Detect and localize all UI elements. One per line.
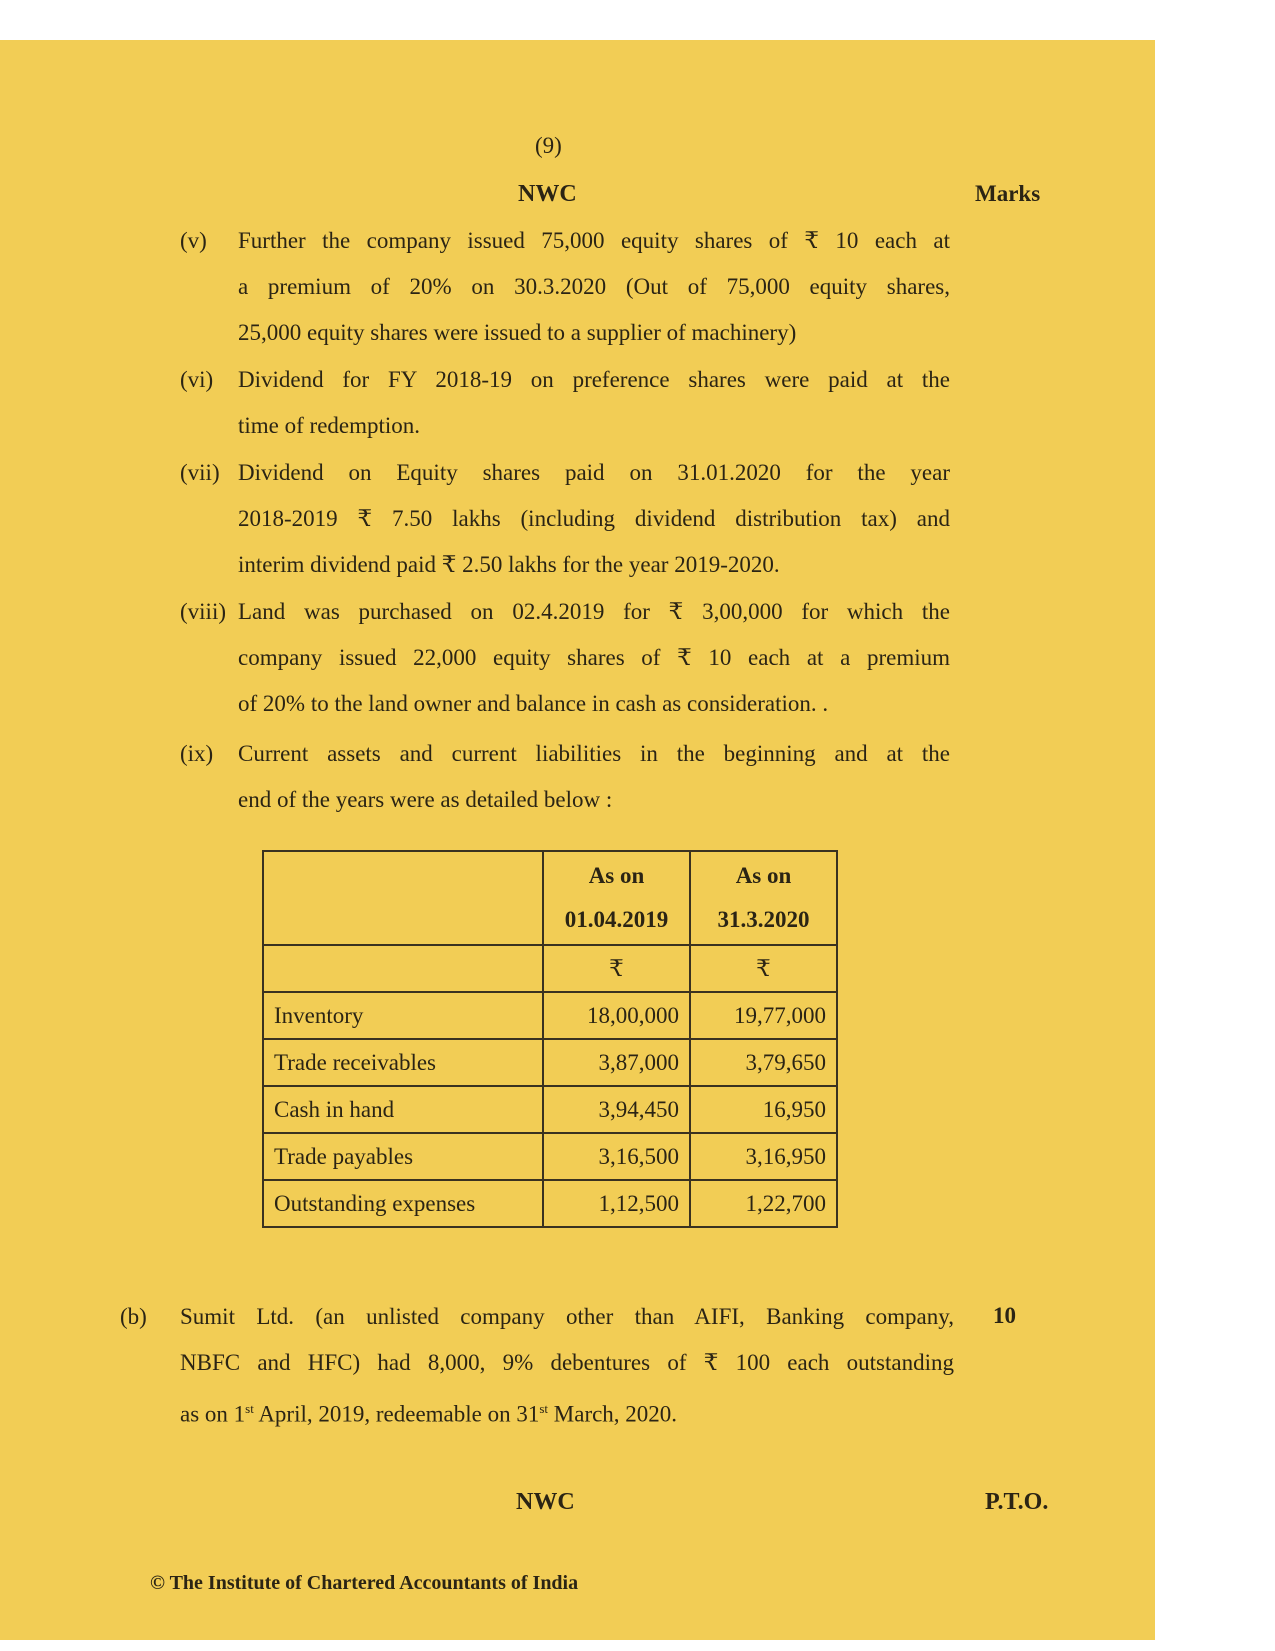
- item-line: company issued 22,000 equity shares of ₹ 10 each at a premium: [238, 645, 950, 670]
- row-value-2020: 16,950: [690, 1086, 837, 1133]
- item-label: (viii): [180, 599, 226, 624]
- row-label: Cash in hand: [263, 1086, 543, 1133]
- table-row: [263, 1180, 837, 1227]
- item-label: (vi): [180, 367, 214, 392]
- row-value-2019: 3,94,450: [543, 1086, 690, 1133]
- row-value-2020: 3,16,950: [690, 1133, 837, 1180]
- marks-column-label: Marks: [975, 181, 1041, 206]
- row-label: Outstanding expenses: [263, 1180, 543, 1227]
- part-b-text: April, 2019, redeemable on 31: [253, 1401, 540, 1427]
- col2-header-line2: 31.3.2020: [717, 907, 810, 932]
- item-line: interim dividend paid ₹ 2.50 lakhs for the year 2019-2020.: [238, 552, 780, 577]
- part-b-line: Sumit Ltd. (an unlisted company other than AIFI, Banking company,: [180, 1304, 954, 1329]
- col1-header-line1: As on: [588, 863, 645, 888]
- row-value-2020: 19,77,000: [690, 992, 837, 1039]
- row-value-2019: 1,12,500: [543, 1180, 690, 1227]
- paper-code-header: NWC: [518, 181, 577, 207]
- current-assets-liabilities-table: [262, 850, 838, 1228]
- row-value-2020: 1,22,700: [690, 1180, 837, 1227]
- item-line: end of the years were as detailed below :: [238, 787, 613, 812]
- currency-symbol: ₹: [543, 945, 690, 992]
- item-line: Land was purchased on 02.4.2019 for ₹ 3,00,000 for which the: [238, 599, 950, 624]
- row-value-2019: 3,87,000: [543, 1039, 690, 1086]
- table-row: [263, 1086, 837, 1133]
- item-line: Dividend on Equity shares paid on 31.01.2020 for the year: [238, 460, 950, 485]
- paper-code-footer: NWC: [516, 1489, 575, 1515]
- item-line: Current assets and current liabilities in the beginning and at the: [238, 741, 950, 766]
- row-value-2019: 18,00,000: [543, 992, 690, 1039]
- part-b-text: March, 2020.: [548, 1401, 678, 1427]
- item-label: (ix): [180, 741, 214, 766]
- col2-header-line1: As on: [735, 863, 792, 888]
- row-label: Inventory: [263, 992, 543, 1039]
- part-b-line: NBFC and HFC) had 8,000, 9% debentures of ₹ 100 each outstanding: [180, 1350, 954, 1375]
- row-label: Trade receivables: [263, 1039, 543, 1086]
- table-header-col2: [690, 851, 837, 945]
- item-label: (vii): [180, 460, 220, 485]
- item-line: 25,000 equity shares were issued to a supplier of machinery): [238, 320, 797, 345]
- table-row: [263, 1039, 837, 1086]
- table-currency-row: [263, 945, 837, 992]
- table-header-col1: [543, 851, 690, 945]
- currency-symbol: ₹: [690, 945, 837, 992]
- part-b-marks: 10: [993, 1303, 1016, 1328]
- table-row: [263, 992, 837, 1039]
- table-cell: [263, 945, 543, 992]
- col1-header-line2: 01.04.2019: [564, 907, 669, 932]
- item-line: Further the company issued 75,000 equity shares of ₹ 10 each at: [238, 228, 950, 253]
- item-line: 2018-2019 ₹ 7.50 lakhs (including dividend distribution tax) and: [238, 506, 950, 531]
- please-turn-over: P.T.O.: [985, 1489, 1049, 1515]
- row-value-2020: 3,79,650: [690, 1039, 837, 1086]
- item-line: of 20% to the land owner and balance in cash as consideration. .: [238, 691, 829, 716]
- row-value-2019: 3,16,500: [543, 1133, 690, 1180]
- item-label: (v): [180, 228, 207, 253]
- table-header-row: [263, 851, 837, 945]
- item-line: Dividend for FY 2018-19 on preference shares were paid at the: [238, 367, 950, 392]
- ordinal-suffix: st: [245, 1401, 254, 1416]
- table-row: [263, 1133, 837, 1180]
- page-number: (9): [535, 133, 562, 158]
- item-line: a premium of 20% on 30.3.2020 (Out of 75,000 equity shares,: [238, 274, 950, 299]
- copyright-notice: © The Institute of Chartered Accountants of India: [150, 1572, 579, 1594]
- row-label: Trade payables: [263, 1133, 543, 1180]
- table-header-blank: [263, 851, 543, 945]
- ordinal-suffix: st: [539, 1401, 549, 1416]
- part-b-label: (b): [120, 1304, 147, 1329]
- item-line: time of redemption.: [238, 413, 421, 438]
- part-b-line: [180, 1386, 954, 1438]
- part-b-text: as on 1: [180, 1401, 246, 1427]
